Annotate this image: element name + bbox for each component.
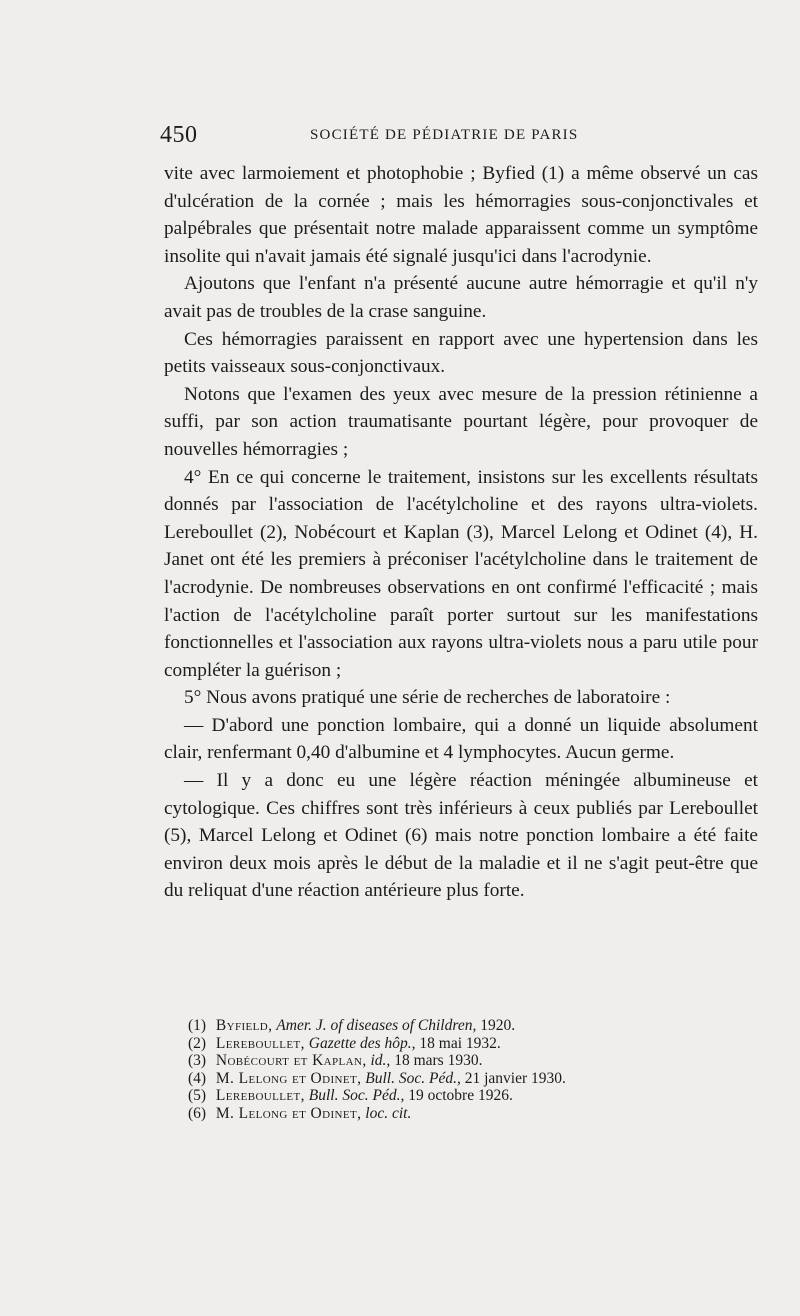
- footnote-date: 1920.: [480, 1017, 516, 1034]
- paragraph-4: Notons que l'examen des yeux avec mesure de la pression rétinienne a suffi, par son action traumatisante pourtant légère, pour provoquer de nouvelles hémorragies ;: [164, 383, 758, 460]
- paragraph-6: 5° Nous avons pratiqué une série de recherches de laboratoire :: [184, 687, 671, 709]
- footnote-author: Byfield,: [215, 1017, 273, 1034]
- footnote-source: Bull. Soc. Péd.,: [308, 1087, 405, 1104]
- footnotes: [188, 1017, 748, 1122]
- footnote-3: [188, 1052, 748, 1070]
- footnote-author: Nobécourt et Kaplan,: [215, 1052, 367, 1069]
- footnote-number: (5): [188, 1087, 207, 1104]
- footnote-source: loc. cit.: [365, 1104, 412, 1122]
- footnote-4: [188, 1070, 748, 1088]
- footnote-date: 18 mars 1930.: [394, 1052, 483, 1069]
- footnote-6: [188, 1105, 748, 1123]
- body-text: [164, 160, 758, 905]
- footnote-number: (4): [188, 1069, 207, 1087]
- footnote-source: Bull. Soc. Péd.,: [365, 1069, 461, 1087]
- paragraph-8: — Il y a donc eu une légère réaction méningée albumineuse et cytologique. Ces chiffres sont très inférieurs à ceux publiés par Lereboullet (5), Marcel Lelong et Odinet (6) mais notre ponction lombaire a été faite environ deux mois après le début de la maladie et il ne s'agit peut-être que du reliquat d'une réaction antérieure plus forte.: [164, 770, 758, 902]
- footnote-source: id.,: [370, 1052, 391, 1069]
- footnote-number: (3): [188, 1052, 207, 1069]
- paragraph-2: Ajoutons que l'enfant n'a présenté aucune autre hémorragie et qu'il n'y avait pas de troubles de la crase sanguine.: [164, 273, 758, 322]
- footnote-date: 19 octobre 1926.: [408, 1087, 513, 1104]
- paragraph-7: — D'abord une ponction lombaire, qui a donné un liquide absolument clair, renfermant 0,40 d'albumine et 4 lymphocytes. Aucun germe.: [164, 714, 758, 764]
- footnote-date: 21 janvier 1930.: [464, 1069, 566, 1087]
- paragraph-5: 4° En ce qui concerne le traitement, insistons sur les excellents résultats donnés par l'association de l'acétylcholine et des rayons ultra-violets. Lereboullet (2), Nobécourt et Kaplan (3), Marcel Lelong et Odinet (4), H. Janet ont été les premiers à préconiser l'acétylcholine dans le traitement de l'acrodynie. De nombreuses observations en ont confirmé l'efficacité ; mais l'action de l'acétylcholine paraît porter surtout sur les manifestations fonctionnelles et l'association aux rayons ultra-violets nous a paru utile pour compléter la guérison ;: [164, 466, 758, 681]
- running-head: SOCIÉTÉ DE PÉDIATRIE DE PARIS: [310, 127, 579, 143]
- paragraph-3: Ces hémorragies paraissent en rapport avec une hypertension dans les petits vaisseaux sous-conjonctivaux.: [164, 328, 758, 378]
- footnote-date: 18 mai 1932.: [419, 1034, 501, 1052]
- footnote-number: (1): [188, 1017, 207, 1034]
- footnote-1: [188, 1017, 748, 1035]
- page-number: 450: [160, 122, 198, 148]
- footnote-source: Amer. J. of diseases of Children,: [276, 1017, 477, 1034]
- footnote-author: M. Lelong et Odinet,: [215, 1104, 362, 1122]
- footnote-author: Lereboullet,: [215, 1087, 305, 1104]
- footnote-source: Gazette des hôp.,: [308, 1034, 416, 1052]
- footnote-author: M. Lelong et Odinet,: [215, 1069, 362, 1087]
- footnote-author: Lereboullet,: [215, 1034, 305, 1052]
- footnote-2: [188, 1035, 748, 1053]
- paragraph-1: vite avec larmoiement et photophobie ; Byfied (1) a même observé un cas d'ulcération de la cornée ; mais les hémorragies sous-conjonctivales et palpébrales que présentait notre malade apparaissent comme un symptôme insolite qui n'avait jamais été signalé jusqu'ici dans l'acrodynie.: [164, 163, 758, 267]
- footnote-number: (2): [188, 1034, 207, 1052]
- footnote-number: (6): [188, 1104, 207, 1122]
- footnote-5: [188, 1087, 748, 1105]
